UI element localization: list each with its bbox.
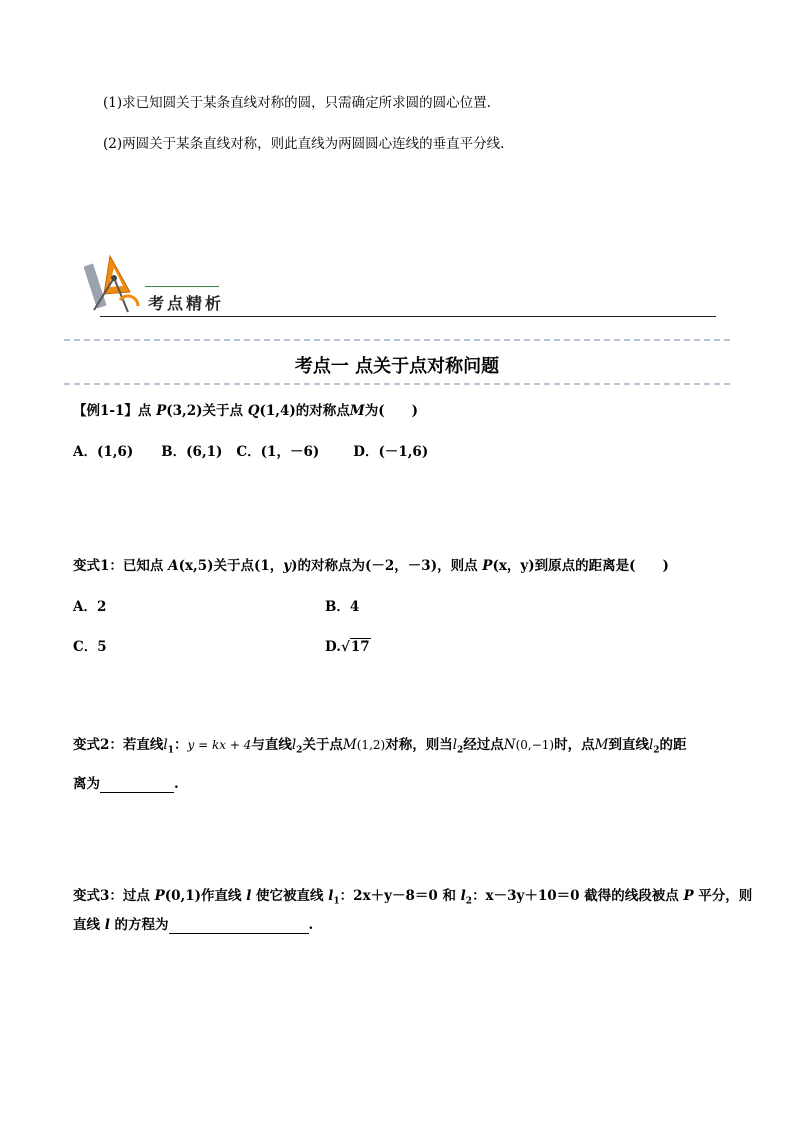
option-a: A．(1,6) — [73, 444, 134, 460]
ruler-compass-icon — [84, 254, 140, 316]
v3-point-p-coord: (0,1) — [164, 888, 202, 904]
example-options — [73, 443, 428, 461]
v3-point-p2: P — [683, 888, 694, 904]
v3-line-l2: l — [460, 888, 466, 904]
v2-line-l1-sub: 1 — [167, 745, 174, 756]
example-text-1: 点 — [137, 403, 157, 419]
v2-mid2: 关于点 — [302, 737, 343, 753]
v1-option-d-prefix: D. — [325, 639, 341, 655]
v2-point-m: M — [342, 737, 357, 753]
v3-end: . — [308, 917, 314, 933]
v2-line-l2-sub: 2 — [296, 745, 303, 756]
bottom-dashed-divider — [64, 383, 730, 385]
v1-option-c: C．5 — [73, 639, 107, 655]
v3-eq2: ：x－3y＋10＝0 截得的线段被点 — [472, 888, 684, 904]
v2-line-2 — [73, 775, 179, 793]
v1-option-a: A．2 — [73, 599, 107, 615]
note-2-text: (2)两圆关于某条直线对称，则此直线为两圆圆心连线的垂直平分线. — [103, 136, 505, 152]
option-d: D．(－1,6) — [353, 444, 429, 460]
v3-point-p: P — [154, 888, 165, 904]
v2-equation: y = kx + 4 — [187, 738, 252, 752]
v2-tail: 的距 — [659, 737, 687, 753]
v1-point-p: P — [482, 558, 493, 574]
v1-lead: 变式1：已知点 — [73, 558, 169, 574]
top-dashed-divider — [64, 339, 730, 341]
variant-2-question — [73, 736, 687, 760]
banner-label: 考点精析 — [148, 294, 225, 313]
option-b: B．(6,1) — [161, 444, 223, 460]
v1-option-b: B．4 — [325, 599, 360, 615]
variant-1-question — [73, 557, 669, 575]
v2-line-l2c-sub: 2 — [653, 745, 660, 756]
sqrt-symbol: √17 — [340, 639, 370, 655]
v3-line-l1: l — [328, 888, 334, 904]
v3-line-l: l — [246, 888, 252, 904]
v2-line-l2b-sub: 2 — [457, 745, 464, 756]
v3-line-l1-sub: 1 — [333, 896, 340, 907]
v2-mid5: 时，点 — [554, 737, 595, 753]
v1-option-d — [325, 638, 371, 656]
v2-end: . — [174, 776, 179, 792]
v3-line2b: 的方程为 — [109, 917, 169, 933]
example-question — [73, 402, 418, 420]
v3-eq1: ：2x＋y－8＝0 和 — [339, 888, 461, 904]
v1-point-a: A — [168, 558, 179, 574]
example-text-4: 为( ) — [364, 403, 418, 419]
banner-rule — [100, 316, 716, 317]
v2-mid3: 对称，则当 — [385, 737, 453, 753]
v3-m2: 使它被直线 — [251, 888, 329, 904]
v2-lead: 变式2：若直线 — [73, 737, 164, 753]
v2-mid4: 经过点 — [463, 737, 504, 753]
note-1 — [103, 94, 491, 112]
v3-line-2 — [73, 916, 313, 934]
point-m: M — [349, 403, 365, 419]
v2-line2-text: 离为 — [73, 776, 100, 792]
v2-point-m-coord: (1,2) — [356, 738, 386, 752]
v3-line-l2-sub: 2 — [465, 896, 473, 907]
section-title: 考点一 点关于点对称问题 — [294, 356, 500, 377]
variant-3-question — [73, 887, 752, 911]
note-1-text: (1)求已知圆关于某条直线对称的圆，只需确定所求圆的圆心位置. — [103, 95, 491, 111]
v3-line-l3: l — [104, 917, 110, 933]
v1-point-a-coord: (x,5) — [178, 558, 214, 574]
sqrt-radicand: 17 — [350, 639, 370, 655]
v2-line-l2c: l — [648, 737, 654, 753]
v1-point-p-coord: (x，y) — [492, 558, 535, 574]
example-text-3: 的对称点 — [295, 403, 350, 419]
v3-answer-blank[interactable] — [169, 919, 309, 934]
option-c: C．(1，－6) — [236, 444, 320, 460]
example-tag: 【例1-1】 — [73, 403, 138, 419]
v3-m1: 作直线 — [201, 888, 247, 904]
v2-colon: ： — [174, 737, 188, 753]
v3-lead: 变式3：过点 — [73, 888, 155, 904]
v2-point-n: N — [503, 737, 516, 753]
banner-accent-line — [145, 286, 219, 287]
v3-line2a: 直线 — [73, 917, 105, 933]
point-p-coord: (3,2) — [166, 403, 203, 419]
point-p: P — [156, 403, 167, 419]
example-text-2: 关于点 — [202, 403, 248, 419]
v2-mid: 与直线 — [251, 737, 292, 753]
v2-answer-blank[interactable] — [100, 778, 174, 793]
v2-line-l2b: l — [452, 737, 458, 753]
v1-tail: 到原点的距离是( ) — [534, 558, 669, 574]
v3-m3: 平分，则 — [693, 888, 753, 904]
v1-mid2: )的对称点为(－2，－3)，则点 — [291, 558, 483, 574]
v1-mid: 关于点(1， — [213, 558, 284, 574]
v2-line-l1: l — [163, 737, 168, 753]
point-q: Q — [247, 403, 260, 419]
v2-point-n-coord: (0,−1) — [515, 738, 555, 752]
v2-mid6: 到直线 — [608, 737, 649, 753]
point-q-coord: (1,4) — [259, 403, 296, 419]
note-2 — [103, 135, 504, 153]
v2-line-l2: l — [291, 737, 297, 753]
v1-var-y: y — [283, 558, 292, 574]
v2-point-m2: M — [594, 737, 609, 753]
